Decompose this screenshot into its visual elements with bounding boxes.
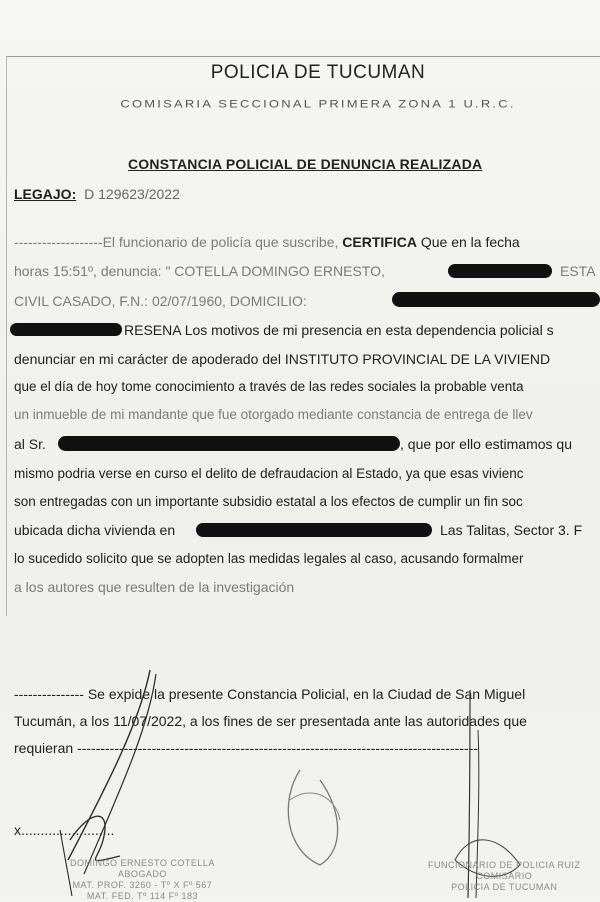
legajo [14,186,180,202]
redaction-address [392,292,600,307]
body-line-1: -------------------El funcionario de policía que suscribe, CERTIFICA Que en la fecha [14,234,520,250]
body-line-13: a los autores que resulten de la investigación [14,579,295,595]
body-line-9: mismo podria verse en curso el delito de defraudacion al Estado, ya que esas vivienc [14,466,524,481]
body-line-4: RESENA Los motivos de mi presencia en esta dependencia policial s [124,322,554,338]
legajo-value: D 129623/2022 [84,186,180,202]
closing-line-1: --------------- Se expide la presente Constancia Policial, en la Ciudad de San Miguel [14,686,526,702]
body-line-6: que el día de hoy tome conocimiento a través de las redes sociales la probable venta [14,379,524,394]
legajo-label: LEGAJO: [14,186,77,202]
closing-line-3: requieran -------------------------------------------------------------------------------------- [14,740,478,756]
redaction-address-cont [10,323,122,336]
redaction-location [196,523,432,537]
signature-right-block: FUNCIONARIO DE POLICIA RUIZ COMISARIO POLICIA DE TUCUMAN [428,860,581,892]
body-line-11-end: Las Talitas, Sector 3. F [440,522,583,538]
signature-left-block: DOMINGO ERNESTO COTELLA ABOGADO MAT. PROF. 3260 - Tº X Fº 567 MAT. FED. Tº 114 Fº 183 [70,858,215,901]
body-line-11: ubicada dicha vivienda en [14,522,176,538]
page-border-left [6,56,7,616]
body-line-12: lo sucedido solicito que se adopten las medidas legales al caso, acusando formalmer [14,551,524,566]
redaction-name [58,436,400,451]
body-line-8: al Sr. [14,436,46,452]
header-subtitle: COMISARIA SECCIONAL PRIMERA ZONA 1 U.R.C. [120,97,516,110]
document-title: CONSTANCIA POLICIAL DE DENUNCIA REALIZADA [128,156,483,172]
page-border-top [6,56,600,57]
body-line-2: horas 15:51º, denuncia: " COTELLA DOMINGO ERNESTO, [14,263,385,279]
signature-line: x........................ [14,822,115,838]
redaction-dni [448,264,552,278]
body-line-7: un inmueble de mi mandante que fue otorgado mediante constancia de entrega de llev [14,407,533,422]
body-line-3: CIVIL CASADO, F.N.: 02/07/1960, DOMICILIO: [14,293,307,309]
body-line-10: son entregadas con un importante subsidio estatal a los efectos de cumplir un fin soc [14,494,523,509]
certifica-word: CERTIFICA [342,234,417,250]
closing-line-2: Tucumán, a los 11/07/2022, a los fines de ser presentada ante las autoridades que [14,713,527,729]
body-line-2-end: ESTA [560,263,596,279]
body-line-5: denunciar en mi carácter de apoderado del INSTITUTO PROVINCIAL DE LA VIVIEND [14,351,551,367]
header-title: POLICIA DE TUCUMAN [210,62,426,83]
body-line-8-end: , que por ello estimamos qu [400,436,572,452]
